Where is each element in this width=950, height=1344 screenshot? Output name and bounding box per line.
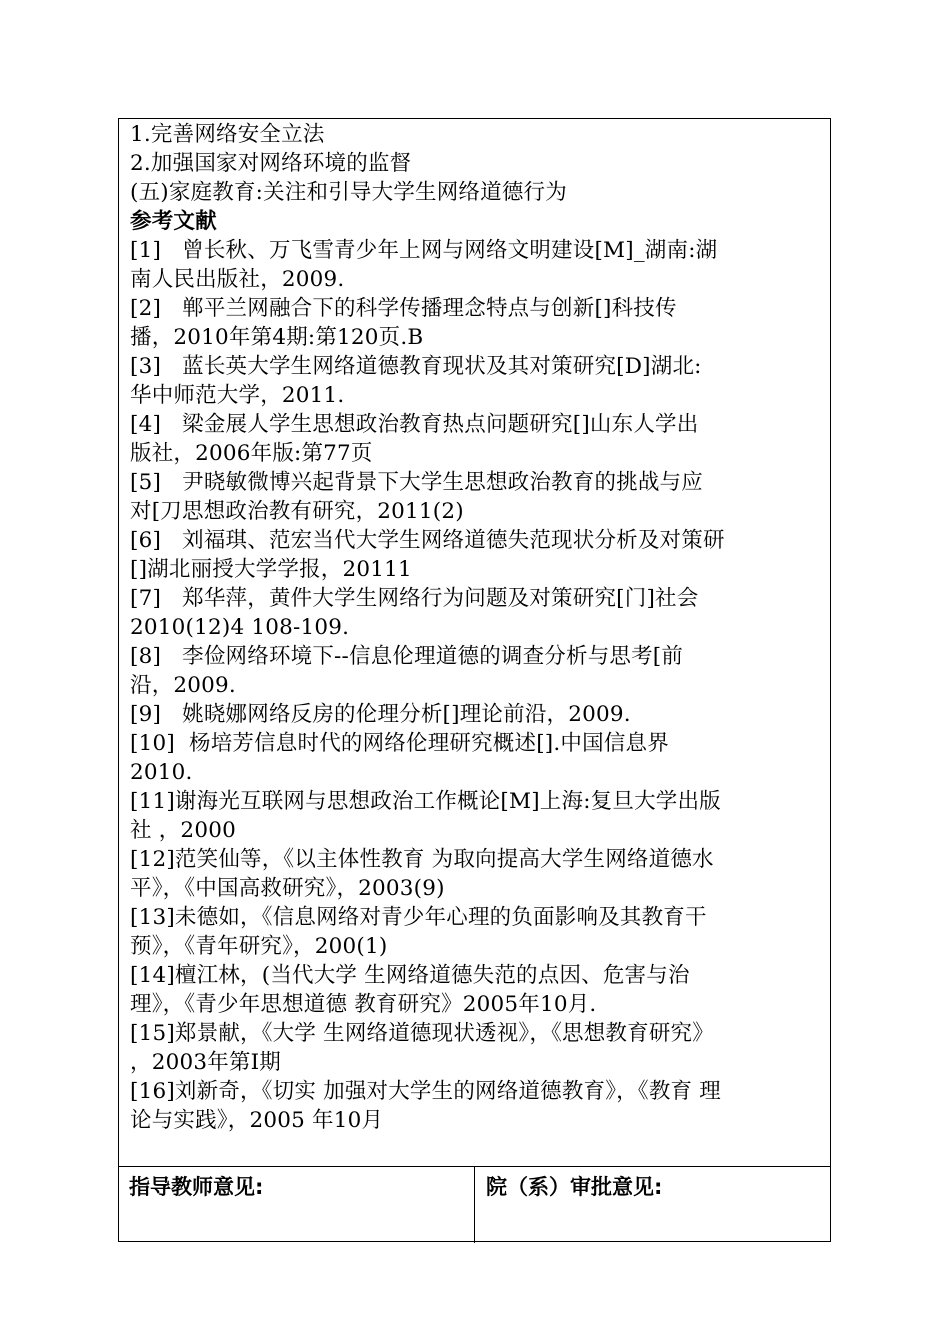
reference-line: [14]檀江林，(当代大学 生网络道德失范的点因、危害与治 — [130, 963, 690, 988]
advisor-opinion-cell[interactable] — [118, 1167, 475, 1243]
reference-line: 对[刀思想政治教有研究，2011(2) — [130, 499, 464, 524]
reference-line: [13]未德如，《信息网络对青少年心理的负面影响及其教育干 — [130, 905, 707, 930]
document-frame — [118, 118, 831, 1242]
reference-line: [8] 李俭网络环境下--信息伦理道德的调查分析与思考[前 — [130, 644, 684, 669]
department-approval-label: 院（系）审批意见: — [486, 1175, 663, 1199]
reference-line: [16]刘新奇，《切实 加强对大学生的网络道德教育》，《教育 理 — [130, 1079, 721, 1104]
reference-line: 预》，《青年研究》，200(1) — [130, 934, 388, 959]
reference-line: 华中师范大学，2011. — [130, 383, 345, 408]
reference-line: [9] 姚晓娜网络反房的伦理分析[]理论前沿，2009. — [130, 702, 631, 727]
reference-line: [1] 曾长秋、万飞雪青少年上网与网络文明建设[M]_湖南:湖 — [130, 238, 718, 263]
intro-line: 2.加强国家对网络环境的监督 — [130, 151, 412, 176]
intro-line: 1.完善网络安全立法 — [130, 122, 325, 147]
reference-line: [11]谢海光互联网与思想政治工作概论[M]上海:复旦大学出版 — [130, 789, 721, 814]
reference-line: 理》，《青少年思想道德 教育研究》2005年10月. — [130, 992, 597, 1017]
reference-line: 2010(12)4 108-109. — [130, 615, 350, 640]
reference-line: ，2003年第I期 — [130, 1050, 282, 1075]
reference-line: 播，2010年第4期:第120页.B — [130, 325, 424, 350]
reference-line: 论与实践》，2005 年10月 — [130, 1108, 384, 1133]
reference-line: 沿，2009. — [130, 673, 236, 698]
reference-line: 社 ，2000 — [130, 818, 236, 843]
document-content — [130, 120, 824, 1135]
reference-line: 平》，《中国高救研究》，2003(9) — [130, 876, 445, 901]
reference-line: [15]郑景献，《大学 生网络道德现状透视》，《思想教育研究》 — [130, 1021, 714, 1046]
reference-line: [2] 郸平兰网融合下的科学传播理念特点与创新[]科技传 — [130, 296, 677, 321]
approval-section — [118, 1166, 831, 1244]
reference-line: 2010. — [130, 760, 193, 785]
department-approval-cell[interactable] — [475, 1167, 831, 1243]
reference-line: [12]范笑仙等，《以主体性教育 为取向提高大学生网络道德水 — [130, 847, 714, 872]
advisor-opinion-label: 指导教师意见: — [129, 1175, 264, 1199]
intro-line: (五)家庭教育:关注和引导大学生网络道德行为 — [130, 180, 567, 205]
references-heading: 参考文献 — [130, 209, 217, 234]
reference-line: 南人民出版社，2009. — [130, 267, 345, 292]
reference-line: 版社，2006年版:第77页 — [130, 441, 373, 466]
reference-line: [3] 蓝长英大学生网络道德教育现状及其对策研究[D]湖北: — [130, 354, 702, 379]
reference-line: [6] 刘福琪、范宏当代大学生网络道德失范现状分析及对策研 — [130, 528, 725, 553]
reference-line: [4] 梁金展人学生思想政治教育热点问题研究[]山东人学出 — [130, 412, 699, 437]
reference-line: [5] 尹晓敏微博兴起背景下大学生思想政治教育的挑战与应 — [130, 470, 703, 495]
reference-line: []湖北丽授大学学报，20111 — [130, 557, 412, 582]
reference-line: [10] 杨培芳信息时代的网络伦理研究概述[].中国信息界 — [130, 731, 669, 756]
reference-line: [7] 郑华萍，黄件大学生网络行为问题及对策研究[门]社会 — [130, 586, 699, 611]
